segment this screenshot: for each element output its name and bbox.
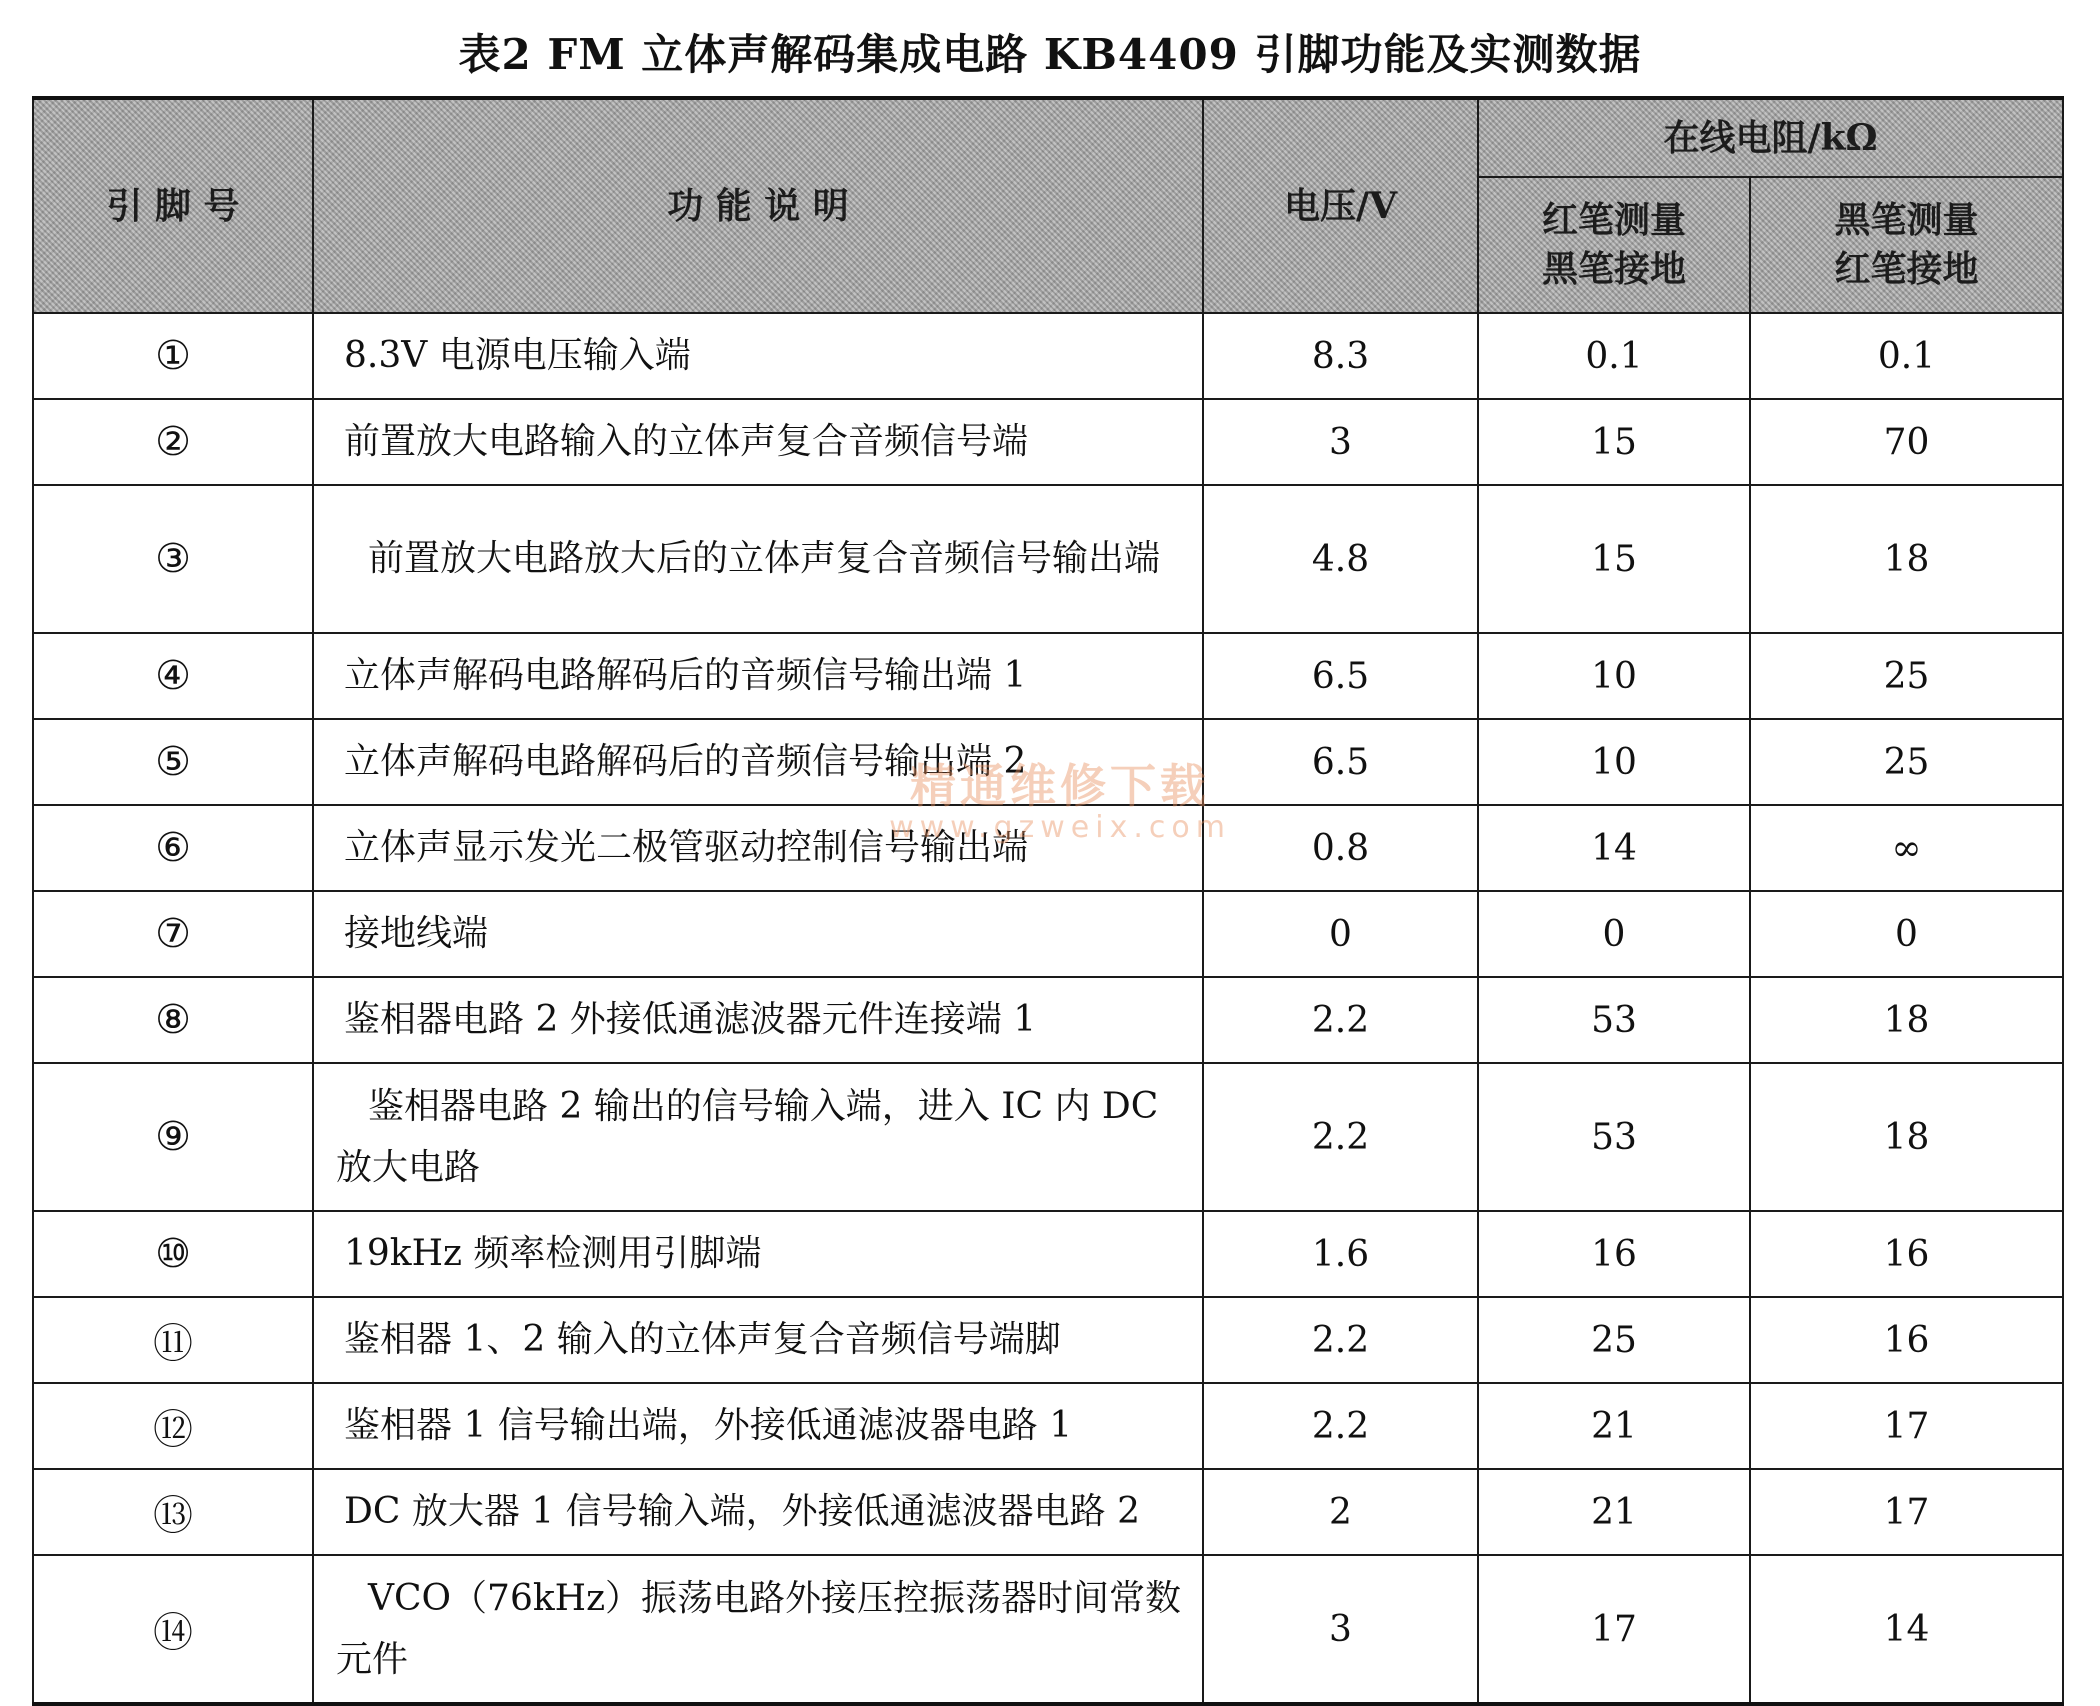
table-row [33, 399, 2063, 485]
function-cell: 立体声解码电路解码后的音频信号输出端 1 [313, 633, 1203, 719]
voltage-cell: 2 [1203, 1469, 1478, 1555]
pin-number-cell: ⑥ [33, 805, 313, 891]
red-probe-resistance-cell: 21 [1478, 1383, 1750, 1469]
pin-number-cell: ⑫ [33, 1383, 313, 1469]
pin-number-cell: ⑨ [33, 1063, 313, 1211]
black-probe-resistance-cell: 0 [1750, 891, 2063, 977]
voltage-cell: 8.3 [1203, 313, 1478, 399]
table-row [33, 1555, 2063, 1704]
page-title: 表2 FM 立体声解码集成电路 KB4409 引脚功能及实测数据 [458, 30, 1642, 79]
red-probe-resistance-cell: 15 [1478, 399, 1750, 485]
function-cell: 前置放大电路放大后的立体声复合音频信号输出端 [313, 485, 1203, 633]
voltage-cell: 0 [1203, 891, 1478, 977]
function-cell: 8.3V 电源电压输入端 [313, 313, 1203, 399]
black-probe-resistance-cell: 18 [1750, 485, 2063, 633]
voltage-cell: 6.5 [1203, 633, 1478, 719]
watermark-url: www.gzweix.com [889, 810, 1231, 845]
table-row [33, 805, 2063, 891]
function-cell: 前置放大电路输入的立体声复合音频信号端 [313, 399, 1203, 485]
red-probe-resistance-cell: 0.1 [1478, 313, 1750, 399]
black-probe-resistance-cell: 25 [1750, 719, 2063, 805]
voltage-cell: 2.2 [1203, 1297, 1478, 1383]
black-probe-resistance-cell: 17 [1750, 1383, 2063, 1469]
function-cell: VCO（76kHz）振荡电路外接压控振荡器时间常数元件 [313, 1555, 1203, 1704]
black-probe-resistance-cell: 16 [1750, 1297, 2063, 1383]
pin-number-cell: ⑤ [33, 719, 313, 805]
table-row [33, 485, 2063, 633]
header-function: 功 能 说 明 [313, 98, 1203, 313]
voltage-cell: 6.5 [1203, 719, 1478, 805]
red-probe-resistance-cell: 21 [1478, 1469, 1750, 1555]
red-probe-resistance-cell: 10 [1478, 719, 1750, 805]
black-probe-resistance-cell: 0.1 [1750, 313, 2063, 399]
function-cell: DC 放大器 1 信号输入端，外接低通滤波器电路 2 [313, 1469, 1203, 1555]
table-row [33, 633, 2063, 719]
red-probe-resistance-cell: 15 [1478, 485, 1750, 633]
header-voltage: 电压/V [1203, 98, 1478, 313]
black-probe-resistance-cell: ∞ [1750, 805, 2063, 891]
red-probe-resistance-cell: 53 [1478, 977, 1750, 1063]
header-black-probe-measure: 黑笔测量 红笔接地 [1750, 177, 2063, 313]
black-probe-resistance-cell: 17 [1750, 1469, 2063, 1555]
function-cell: 19kHz 频率检测用引脚端 [313, 1211, 1203, 1297]
voltage-cell: 4.8 [1203, 485, 1478, 633]
pin-number-cell: ⑧ [33, 977, 313, 1063]
voltage-cell: 3 [1203, 1555, 1478, 1704]
voltage-cell: 2.2 [1203, 1383, 1478, 1469]
voltage-cell: 3 [1203, 399, 1478, 485]
red-probe-resistance-cell: 53 [1478, 1063, 1750, 1211]
black-probe-resistance-cell: 14 [1750, 1555, 2063, 1704]
watermark-text: 精通维修下载 [910, 759, 1210, 813]
pin-number-cell: ⑬ [33, 1469, 313, 1555]
table-row [33, 1063, 2063, 1211]
pin-number-cell: ⑦ [33, 891, 313, 977]
table-row [33, 719, 2063, 805]
black-probe-resistance-cell: 16 [1750, 1211, 2063, 1297]
red-probe-resistance-cell: 16 [1478, 1211, 1750, 1297]
header-red-probe-measure: 红笔测量 黑笔接地 [1478, 177, 1750, 313]
red-probe-resistance-cell: 10 [1478, 633, 1750, 719]
pin-number-cell: ② [33, 399, 313, 485]
voltage-cell: 1.6 [1203, 1211, 1478, 1297]
table-body [33, 313, 2063, 1704]
function-cell: 鉴相器电路 2 外接低通滤波器元件连接端 1 [313, 977, 1203, 1063]
voltage-cell: 2.2 [1203, 977, 1478, 1063]
function-cell: 鉴相器电路 2 输出的信号输入端，进入 IC 内 DC 放大电路 [313, 1063, 1203, 1211]
header-online-resistance: 在线电阻/kΩ [1478, 98, 2063, 177]
pin-number-cell: ⑩ [33, 1211, 313, 1297]
table-row [33, 1469, 2063, 1555]
black-probe-resistance-cell: 25 [1750, 633, 2063, 719]
red-probe-resistance-cell: 25 [1478, 1297, 1750, 1383]
voltage-cell: 0.8 [1203, 805, 1478, 891]
table-row [33, 891, 2063, 977]
pin-number-cell: ⑪ [33, 1297, 313, 1383]
red-probe-resistance-cell: 17 [1478, 1555, 1750, 1704]
function-cell: 立体声显示发光二极管驱动控制信号输出端 [313, 805, 1203, 891]
black-probe-resistance-cell: 70 [1750, 399, 2063, 485]
header-pin-number: 引 脚 号 [33, 98, 313, 313]
red-probe-resistance-cell: 14 [1478, 805, 1750, 891]
table-row [33, 1383, 2063, 1469]
function-cell: 立体声解码电路解码后的音频信号输出端 2 [313, 719, 1203, 805]
table-row [33, 977, 2063, 1063]
function-cell: 鉴相器 1 信号输出端，外接低通滤波器电路 1 [313, 1383, 1203, 1469]
table-row [33, 1297, 2063, 1383]
function-cell: 接地线端 [313, 891, 1203, 977]
red-probe-resistance-cell: 0 [1478, 891, 1750, 977]
black-probe-resistance-cell: 18 [1750, 977, 2063, 1063]
table-row [33, 1211, 2063, 1297]
voltage-cell: 2.2 [1203, 1063, 1478, 1211]
pin-number-cell: ① [33, 313, 313, 399]
function-cell: 鉴相器 1、2 输入的立体声复合音频信号端脚 [313, 1297, 1203, 1383]
pin-number-cell: ④ [33, 633, 313, 719]
pin-function-table [32, 96, 2064, 1706]
black-probe-resistance-cell: 18 [1750, 1063, 2063, 1211]
pin-number-cell: ⑭ [33, 1555, 313, 1704]
table-row [33, 313, 2063, 399]
pin-number-cell: ③ [33, 485, 313, 633]
table-header [33, 98, 2063, 313]
